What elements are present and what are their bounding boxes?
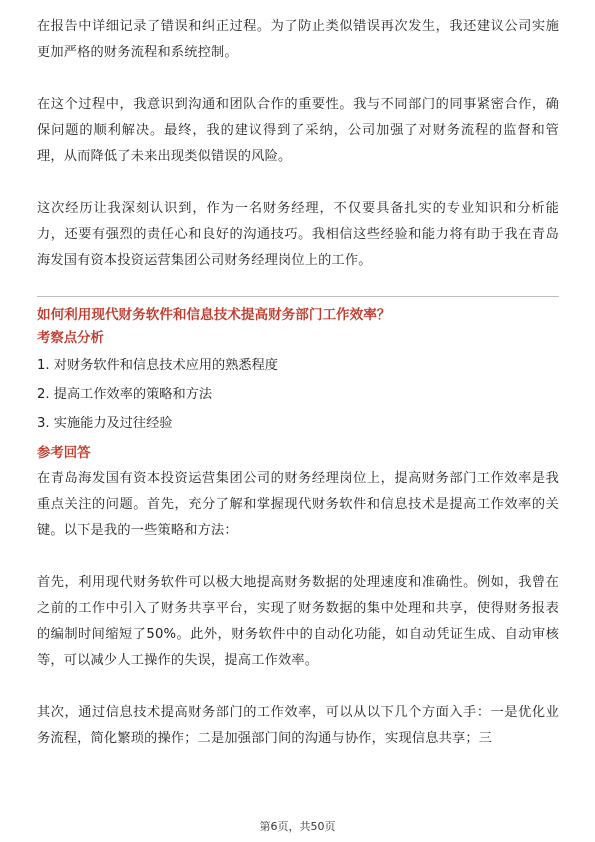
analysis-point-list — [37, 351, 559, 438]
answer-paragraph: 首先，利用现代财务软件可以极大地提高财务数据的处理速度和准确性。例如，我曾在之前的工作中引入了财务共享平台，实现了财务数据的集中处理和共享，使得财务报表的编制时间缩短了50%。此外，财务软件中的自动化功能，如自动凭证生成、自动审核等，可以减少人工操作的失误，提高工作效率。 — [37, 575, 559, 668]
page-content — [37, 14, 559, 778]
analysis-heading: 考察点分析 — [37, 331, 104, 346]
body-paragraph: 在报告中详细记录了错误和纠正过程。为了防止类似错误再次发生，我还建议公司实施更加严格的财务流程和系统控制。 — [37, 19, 559, 60]
answer-paragraph: 在青岛海发国有资本投资运营集团公司的财务经理岗位上，提高财务部门工作效率是我重点关注的问题。首先，充分了解和掌握现代财务软件和信息技术是提高工作效率的关键。以下是我的一些策略和方法： — [37, 471, 559, 538]
analysis-point: 3. 实施能力及过往经验 — [37, 416, 173, 431]
answer-paragraph: 其次，通过信息技术提高财务部门的工作效率，可以从以下几个方面入手：一是优化业务流程，简化繁琐的操作；二是加强部门间的沟通与协作，实现信息共享；三 — [37, 705, 559, 746]
page-number-footer: 第6页，共50页 — [259, 820, 336, 833]
question-heading: 如何利用现代财务软件和信息技术提高财务部门工作效率？ — [37, 307, 391, 323]
analysis-point: 2. 提高工作效率的策略和方法 — [37, 387, 213, 402]
section-divider — [37, 296, 559, 297]
body-paragraph: 在这个过程中，我意识到沟通和团队合作的重要性。我与不同部门的同事紧密合作，确保问题的顺利解决。最终，我的建议得到了采纳，公司加强了对财务流程的监督和管理，从而降低了未来出现类似错误的风险。 — [37, 97, 559, 164]
body-paragraph: 这次经历让我深刻认识到，作为一名财务经理，不仅要具备扎实的专业知识和分析能力，还要有强烈的责任心和良好的沟通技巧。我相信这些经验和能力将有助于我在青岛海发国有资本投资运营集团公司财务经理岗位上的工作。 — [37, 201, 559, 268]
answer-heading: 参考回答 — [37, 446, 91, 461]
analysis-point: 1. 对财务软件和信息技术应用的熟悉程度 — [37, 358, 278, 373]
